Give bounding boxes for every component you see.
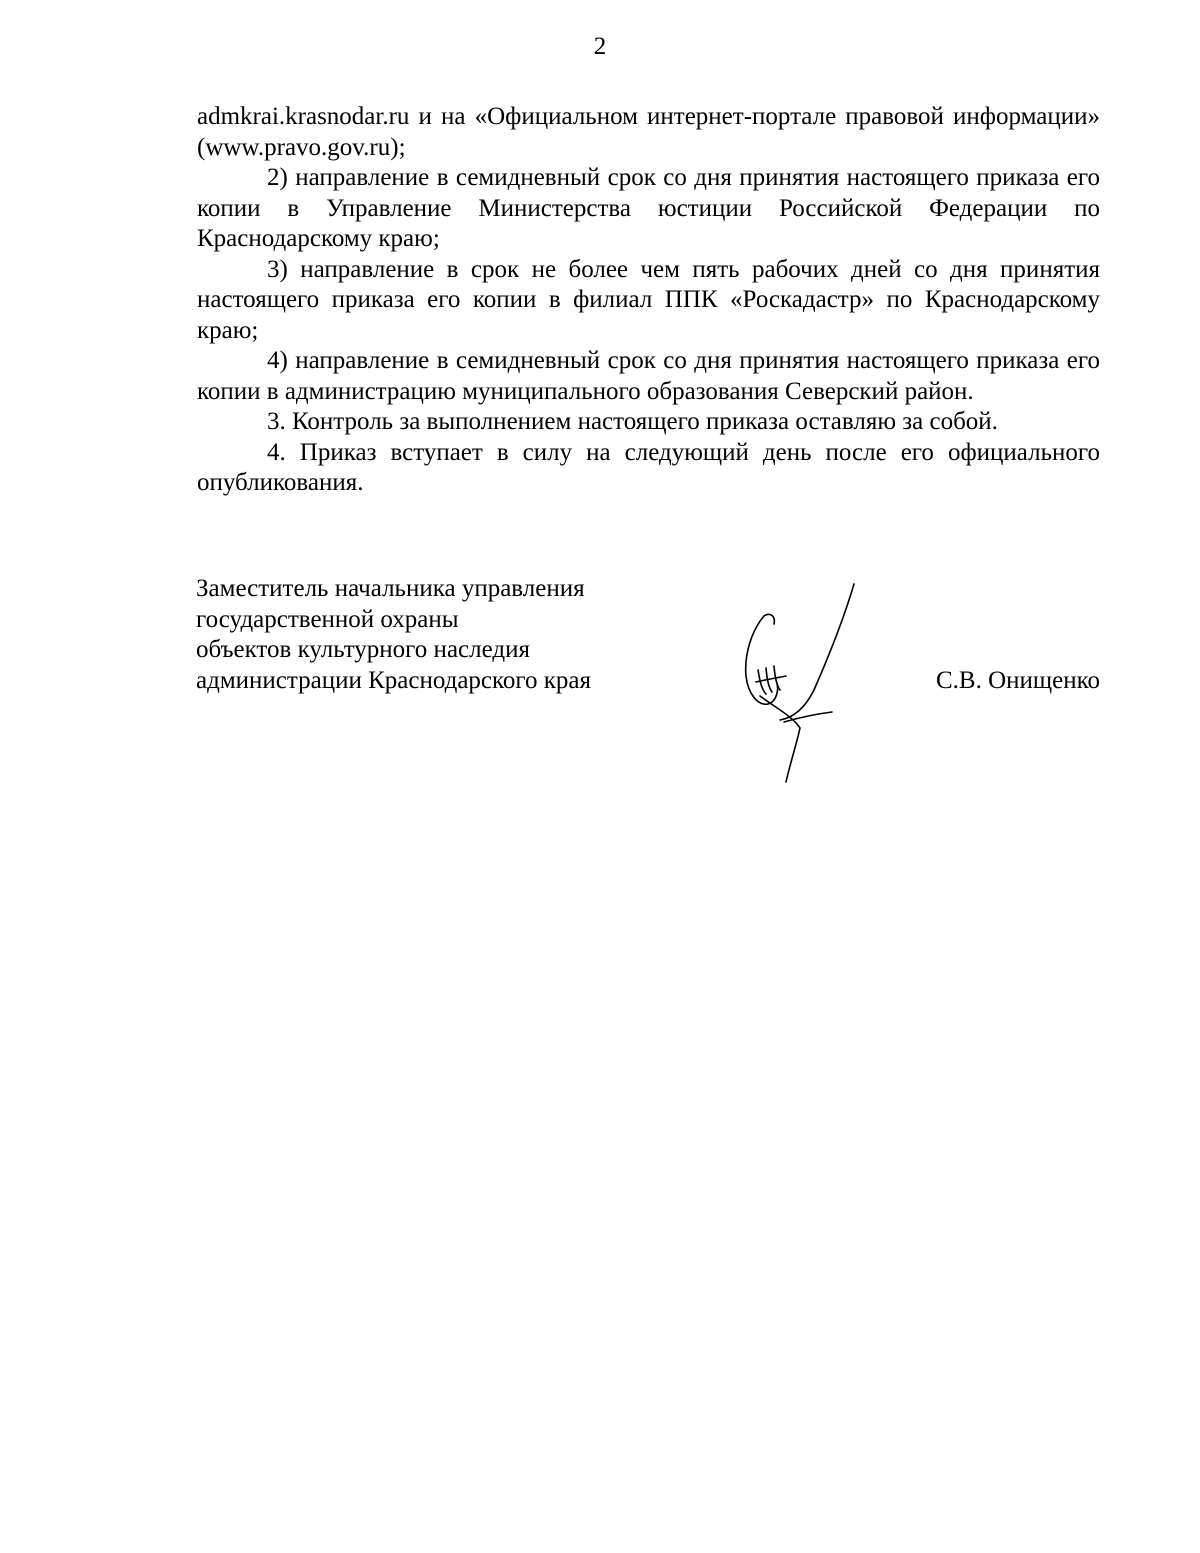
- signatory-position-line: Заместитель начальника управления: [196, 575, 585, 602]
- paragraph-control-clause: 3. Контроль за выполнением настоящего приказа оставляю за собой.: [267, 408, 998, 435]
- paragraph-publication-continuation: admkrai.krasnodar.ru и на «Официальном интернет-портале правовой информации» (www.pravo.gov.ru);: [197, 103, 1100, 161]
- paragraph-item-3: 3) направление в срок не более чем пять рабочих дней со дня принятия настоящего приказа его копии в филиал ППК «Роскадастр» по Краснодарскому краю;: [197, 255, 1100, 344]
- signatory-position: [196, 574, 656, 696]
- paragraph-effective-clause: 4. Приказ вступает в силу на следующий день после его официального опубликования.: [197, 438, 1100, 496]
- signatory-position-line: администрации Краснодарского края: [196, 666, 592, 694]
- signatory-name: С.В. Онищенко: [935, 667, 1100, 694]
- paragraph-item-2: 2) направление в семидневный срок со дня принятия настоящего приказа его копии в Управление Министерства юстиции Российской Федерации по Краснодарскому краю;: [197, 164, 1100, 252]
- paragraph-item-4: 4) направление в семидневный срок со дня принятия настоящего приказа его копии в администрацию муниципального образования Северский район.: [197, 347, 1100, 405]
- handwritten-signature: [736, 578, 866, 788]
- signatory-position-line: объектов культурного наследия: [196, 636, 530, 663]
- signatory-position-line: государственной охраны: [196, 605, 459, 633]
- signature-block: [196, 574, 1100, 794]
- page-number: 2: [593, 33, 607, 60]
- document-body: [197, 102, 1100, 499]
